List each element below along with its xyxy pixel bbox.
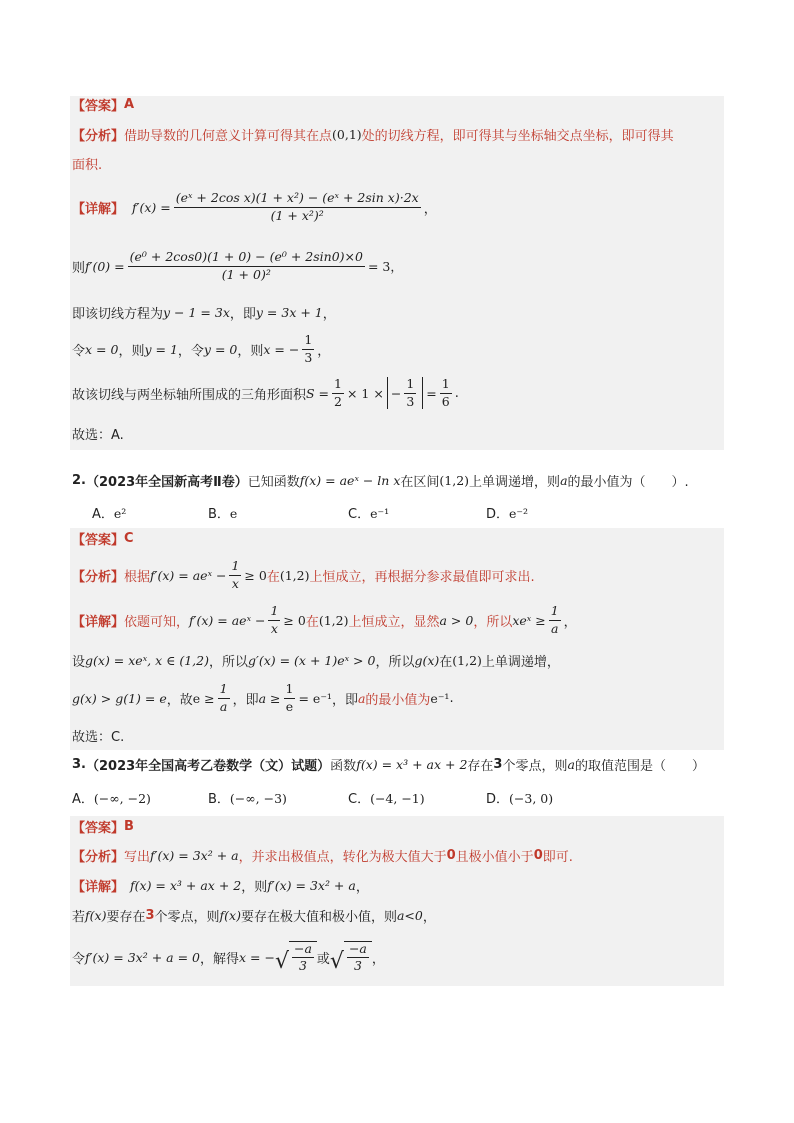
option-value: (−4, −1) — [370, 791, 425, 806]
formula: (1,2) — [439, 472, 470, 488]
formula: (1,2) — [318, 612, 349, 628]
numerator: 1 — [332, 377, 344, 393]
text: 要存在极大值和极小值，则 — [240, 909, 397, 925]
radical-sign: √ — [329, 949, 344, 975]
text: 要存在 — [106, 909, 146, 925]
fraction — [218, 682, 230, 714]
choose-line-2 — [72, 726, 124, 744]
answer-value: A — [124, 96, 135, 112]
option-label: B． — [208, 792, 230, 807]
zero-value: 0 — [533, 847, 543, 863]
text: ， — [371, 951, 385, 967]
text: . — [449, 690, 454, 706]
numerator: −a — [347, 942, 369, 958]
fraction — [347, 942, 369, 974]
analysis-text: 处的切线方程，即可得其与坐标轴交点坐标，即可得其 — [361, 128, 674, 144]
option-a[interactable] — [72, 788, 151, 807]
detail-line-3 — [72, 302, 336, 322]
answer-line-2 — [72, 530, 134, 546]
detail-text: 依题可知， — [124, 614, 190, 630]
question-text: 在区间 — [400, 474, 440, 490]
numerator: −a — [292, 942, 314, 958]
detail-text: ，所以 — [473, 614, 513, 630]
square-root — [275, 941, 317, 974]
denominator: 3 — [298, 958, 307, 973]
formula: e ≥ — [192, 690, 215, 706]
option-value: e⁻¹ — [370, 506, 390, 521]
text: ，故 — [166, 692, 193, 708]
fraction — [284, 682, 296, 714]
analysis-text: 借助导数的几何意义计算可得其在点 — [124, 128, 333, 144]
text: 在 — [439, 654, 453, 670]
formula: f(x) = aeˣ − ln x — [299, 472, 401, 488]
text: ，即 — [331, 692, 358, 708]
point-value: (0,1) — [332, 126, 362, 142]
denominator: x — [231, 575, 239, 591]
formula: a — [560, 472, 568, 488]
analysis-tag: 【分析】 — [72, 128, 125, 144]
choose-line-1 — [72, 424, 124, 442]
detail-line-4 — [72, 332, 330, 366]
formula: = e⁻¹ — [298, 690, 332, 706]
option-b[interactable] — [208, 503, 237, 522]
formula: a > 0 — [439, 612, 474, 628]
option-d[interactable] — [486, 503, 528, 522]
formula: f(x) — [85, 907, 107, 923]
analysis-text: 在 — [266, 569, 280, 585]
question-text: 函数 — [330, 758, 357, 774]
fraction — [440, 377, 452, 409]
question-2 — [72, 470, 689, 490]
detail-line-3-2 — [72, 905, 436, 925]
option-value: (−3, 0) — [509, 791, 554, 806]
formula: (1,2) — [279, 567, 310, 583]
text: ，则 — [118, 343, 145, 359]
detail-tag: 【详解】 — [72, 614, 125, 630]
formula: f′(x) = aeˣ − — [150, 567, 227, 583]
denominator: 6 — [441, 393, 450, 409]
fraction — [302, 333, 314, 365]
detail-tag: 【详解】 — [72, 879, 125, 895]
formula: x = 0 — [85, 341, 119, 357]
text: ，所以 — [375, 654, 415, 670]
question-text: 存在 — [467, 758, 494, 774]
zero-count: 3 — [493, 756, 503, 772]
option-value: (−∞, −2) — [93, 791, 151, 806]
option-value: e — [229, 506, 238, 521]
text: ， — [322, 306, 336, 322]
detail-line-2-1 — [72, 602, 577, 638]
detail-line-1 — [72, 183, 437, 231]
question-text: 已知函数 — [247, 474, 300, 490]
denominator: 2 — [334, 393, 342, 409]
formula: y = 3x + 1 — [255, 304, 323, 320]
fraction — [128, 250, 365, 282]
numerator: 1 — [229, 559, 241, 575]
zero-count: 3 — [145, 907, 155, 923]
denominator: a — [219, 698, 228, 714]
fraction — [174, 191, 421, 223]
option-label: A． — [72, 792, 94, 807]
formula: = 3， — [367, 259, 403, 274]
formula: y = 0 — [203, 341, 238, 357]
answer-value: C — [124, 530, 134, 546]
question-text: 的最小值为（ ）. — [567, 474, 689, 490]
analysis-text: 上恒成立，再根据分参求最值即可求出. — [309, 569, 535, 585]
formula: f′(x) = 3x² + a = 0 — [85, 949, 200, 965]
punct: ， — [423, 201, 437, 217]
question-text: 的取值范围是（ ） — [574, 758, 705, 774]
formula: f′(0) = — [85, 258, 125, 274]
choose-text: 故选：A. — [72, 427, 124, 443]
numerator: 1 — [549, 604, 561, 620]
text: 若 — [72, 909, 86, 925]
formula: f(x) — [219, 907, 241, 923]
formula: a ≥ — [258, 690, 281, 706]
formula: a — [567, 756, 575, 772]
text: ， — [355, 879, 369, 895]
answer-tag: 【答案】 — [72, 98, 125, 114]
analysis-text: ，并求出极值点，转化为极大值大于 — [238, 849, 447, 865]
fraction — [332, 377, 344, 409]
denominator: (1 + x²)² — [270, 207, 324, 223]
formula: g′(x) = (x + 1)eˣ > 0 — [247, 652, 376, 668]
numerator: 1 — [268, 604, 280, 620]
denominator: x — [270, 620, 278, 636]
numerator: 1 — [284, 682, 296, 698]
option-a[interactable] — [92, 503, 126, 522]
text: ，即 — [229, 306, 256, 322]
option-value: e² — [113, 506, 127, 521]
text: . — [454, 385, 459, 401]
option-label: C． — [348, 507, 371, 522]
numerator: 1 — [302, 333, 314, 349]
question-number: 2. — [72, 472, 86, 488]
analysis-line-1b — [72, 153, 102, 173]
option-d[interactable] — [486, 788, 553, 807]
formula: x = − — [263, 341, 300, 357]
option-b[interactable] — [208, 788, 287, 807]
numerator: 1 — [440, 377, 452, 393]
detail-line-5 — [72, 375, 459, 411]
option-value: (−∞, −3) — [229, 791, 287, 806]
denominator: a — [550, 620, 559, 636]
fraction — [404, 377, 416, 409]
formula: g(x) > g(1) = e — [72, 690, 167, 706]
analysis-line-2 — [72, 557, 535, 593]
detail-text: 在 — [305, 614, 319, 630]
denominator: e — [285, 698, 294, 714]
question-3 — [72, 754, 705, 774]
denominator: 3 — [353, 958, 362, 973]
formula: f′(x) = 3x² + a — [150, 847, 239, 863]
analysis-text: 根据 — [124, 569, 151, 585]
formula: ≥ 0 — [244, 567, 267, 583]
text: 的最小值为 — [365, 692, 431, 708]
text: ，解得 — [199, 951, 239, 967]
text: ，令 — [177, 343, 204, 359]
answer-tag: 【答案】 — [72, 820, 125, 836]
option-label: D． — [486, 792, 510, 807]
zero-value: 0 — [446, 847, 456, 863]
answer-tag: 【答案】 — [72, 532, 125, 548]
square-root — [330, 941, 372, 974]
text: ，则 — [241, 879, 268, 895]
question-text: 上单调递增，则 — [469, 474, 561, 490]
text: 令 — [72, 343, 86, 359]
text: ， — [563, 614, 577, 630]
text: ，即 — [232, 692, 259, 708]
option-label: A． — [92, 507, 114, 522]
formula: g(x) = xeˣ, x ∈ (1,2) — [85, 652, 209, 668]
formula: y = 1 — [144, 341, 178, 357]
answer-line-3 — [72, 818, 134, 834]
detail-line-3-1 — [72, 875, 369, 895]
formula: f′(x) = aeˣ − — [189, 612, 266, 628]
fraction — [549, 604, 561, 636]
denominator: 3 — [304, 349, 313, 365]
numerator: (eˣ + 2cos x)(1 + x²) − (eˣ + 2sin x)·2x — [174, 191, 421, 207]
answer-line-1 — [72, 96, 134, 112]
formula: f′(x) = 3x² + a — [267, 877, 356, 893]
detail-line-2-3 — [72, 680, 454, 716]
numerator: (e⁰ + 2cos0)(1 + 0) − (e⁰ + 2sin0)×0 — [128, 250, 365, 266]
formula: x = − — [238, 949, 275, 965]
option-c[interactable] — [348, 503, 389, 522]
analysis-text: 且极小值小于 — [455, 849, 534, 865]
analysis-line-3 — [72, 845, 573, 865]
fraction — [229, 559, 241, 591]
formula: = — [426, 385, 437, 401]
formula: e⁻¹ — [430, 690, 450, 706]
text: ，所以 — [208, 654, 248, 670]
minus-sign: − — [390, 385, 402, 401]
formula: xeˣ ≥ — [512, 612, 546, 628]
option-label: D． — [486, 507, 510, 522]
text: ， — [317, 343, 331, 359]
detail-line-3-3 — [72, 936, 385, 978]
text: 故该切线与两坐标轴所围成的三角形面积 — [72, 387, 307, 403]
text: 则 — [72, 260, 86, 276]
analysis-text: 即可. — [542, 849, 573, 865]
formula: a<0 — [396, 907, 423, 923]
text: 设 — [72, 654, 86, 670]
question-source: （2023年全国高考乙卷数学（文）试题） — [85, 758, 331, 774]
text: 上单调递增， — [481, 654, 560, 670]
numerator: 1 — [218, 682, 230, 698]
formula: ≥ 0 — [283, 612, 306, 628]
detail-text: 上恒成立，显然 — [348, 614, 440, 630]
option-value: e⁻² — [509, 506, 529, 521]
text: 即该切线方程为 — [72, 306, 164, 322]
analysis-text: 面积. — [72, 157, 103, 173]
choose-text: 故选：C. — [72, 729, 125, 745]
answer-value: B — [124, 818, 134, 834]
denominator: (1 + 0)² — [221, 266, 271, 282]
detail-tag: 【详解】 — [72, 201, 125, 217]
fraction — [292, 942, 314, 974]
formula: S = — [306, 385, 330, 401]
numerator: 1 — [404, 377, 416, 393]
formula: y − 1 = 3x — [163, 304, 230, 320]
formula: (1,2) — [452, 652, 482, 668]
detail-line-2 — [72, 243, 403, 289]
formula: f′(x) = — [132, 199, 171, 215]
question-number: 3. — [72, 756, 86, 772]
option-label: C． — [348, 792, 371, 807]
denominator: 3 — [406, 393, 415, 409]
absolute-value — [387, 377, 423, 409]
text: 个零点，则 — [154, 909, 220, 925]
text: ， — [422, 909, 436, 925]
radical-sign: √ — [274, 949, 289, 975]
formula: × 1 × — [346, 385, 384, 401]
analysis-line-1 — [72, 124, 674, 144]
question-text: 个零点，则 — [502, 758, 568, 774]
fraction — [268, 604, 280, 636]
option-c[interactable] — [348, 788, 425, 807]
text: 令 — [72, 951, 86, 967]
analysis-tag: 【分析】 — [72, 849, 125, 865]
text: ，则 — [237, 343, 264, 359]
formula: f(x) = x³ + ax + 2 — [356, 756, 468, 772]
analysis-tag: 【分析】 — [72, 569, 125, 585]
formula: a — [357, 690, 366, 706]
formula: g(x) — [414, 652, 440, 668]
text: 或 — [316, 951, 330, 967]
analysis-text: 写出 — [124, 849, 151, 865]
detail-line-2-2 — [72, 650, 560, 670]
option-label: B． — [208, 507, 230, 522]
formula: f(x) = x³ + ax + 2 — [130, 877, 242, 893]
question-source: （2023年全国新高考Ⅱ卷） — [85, 474, 248, 490]
